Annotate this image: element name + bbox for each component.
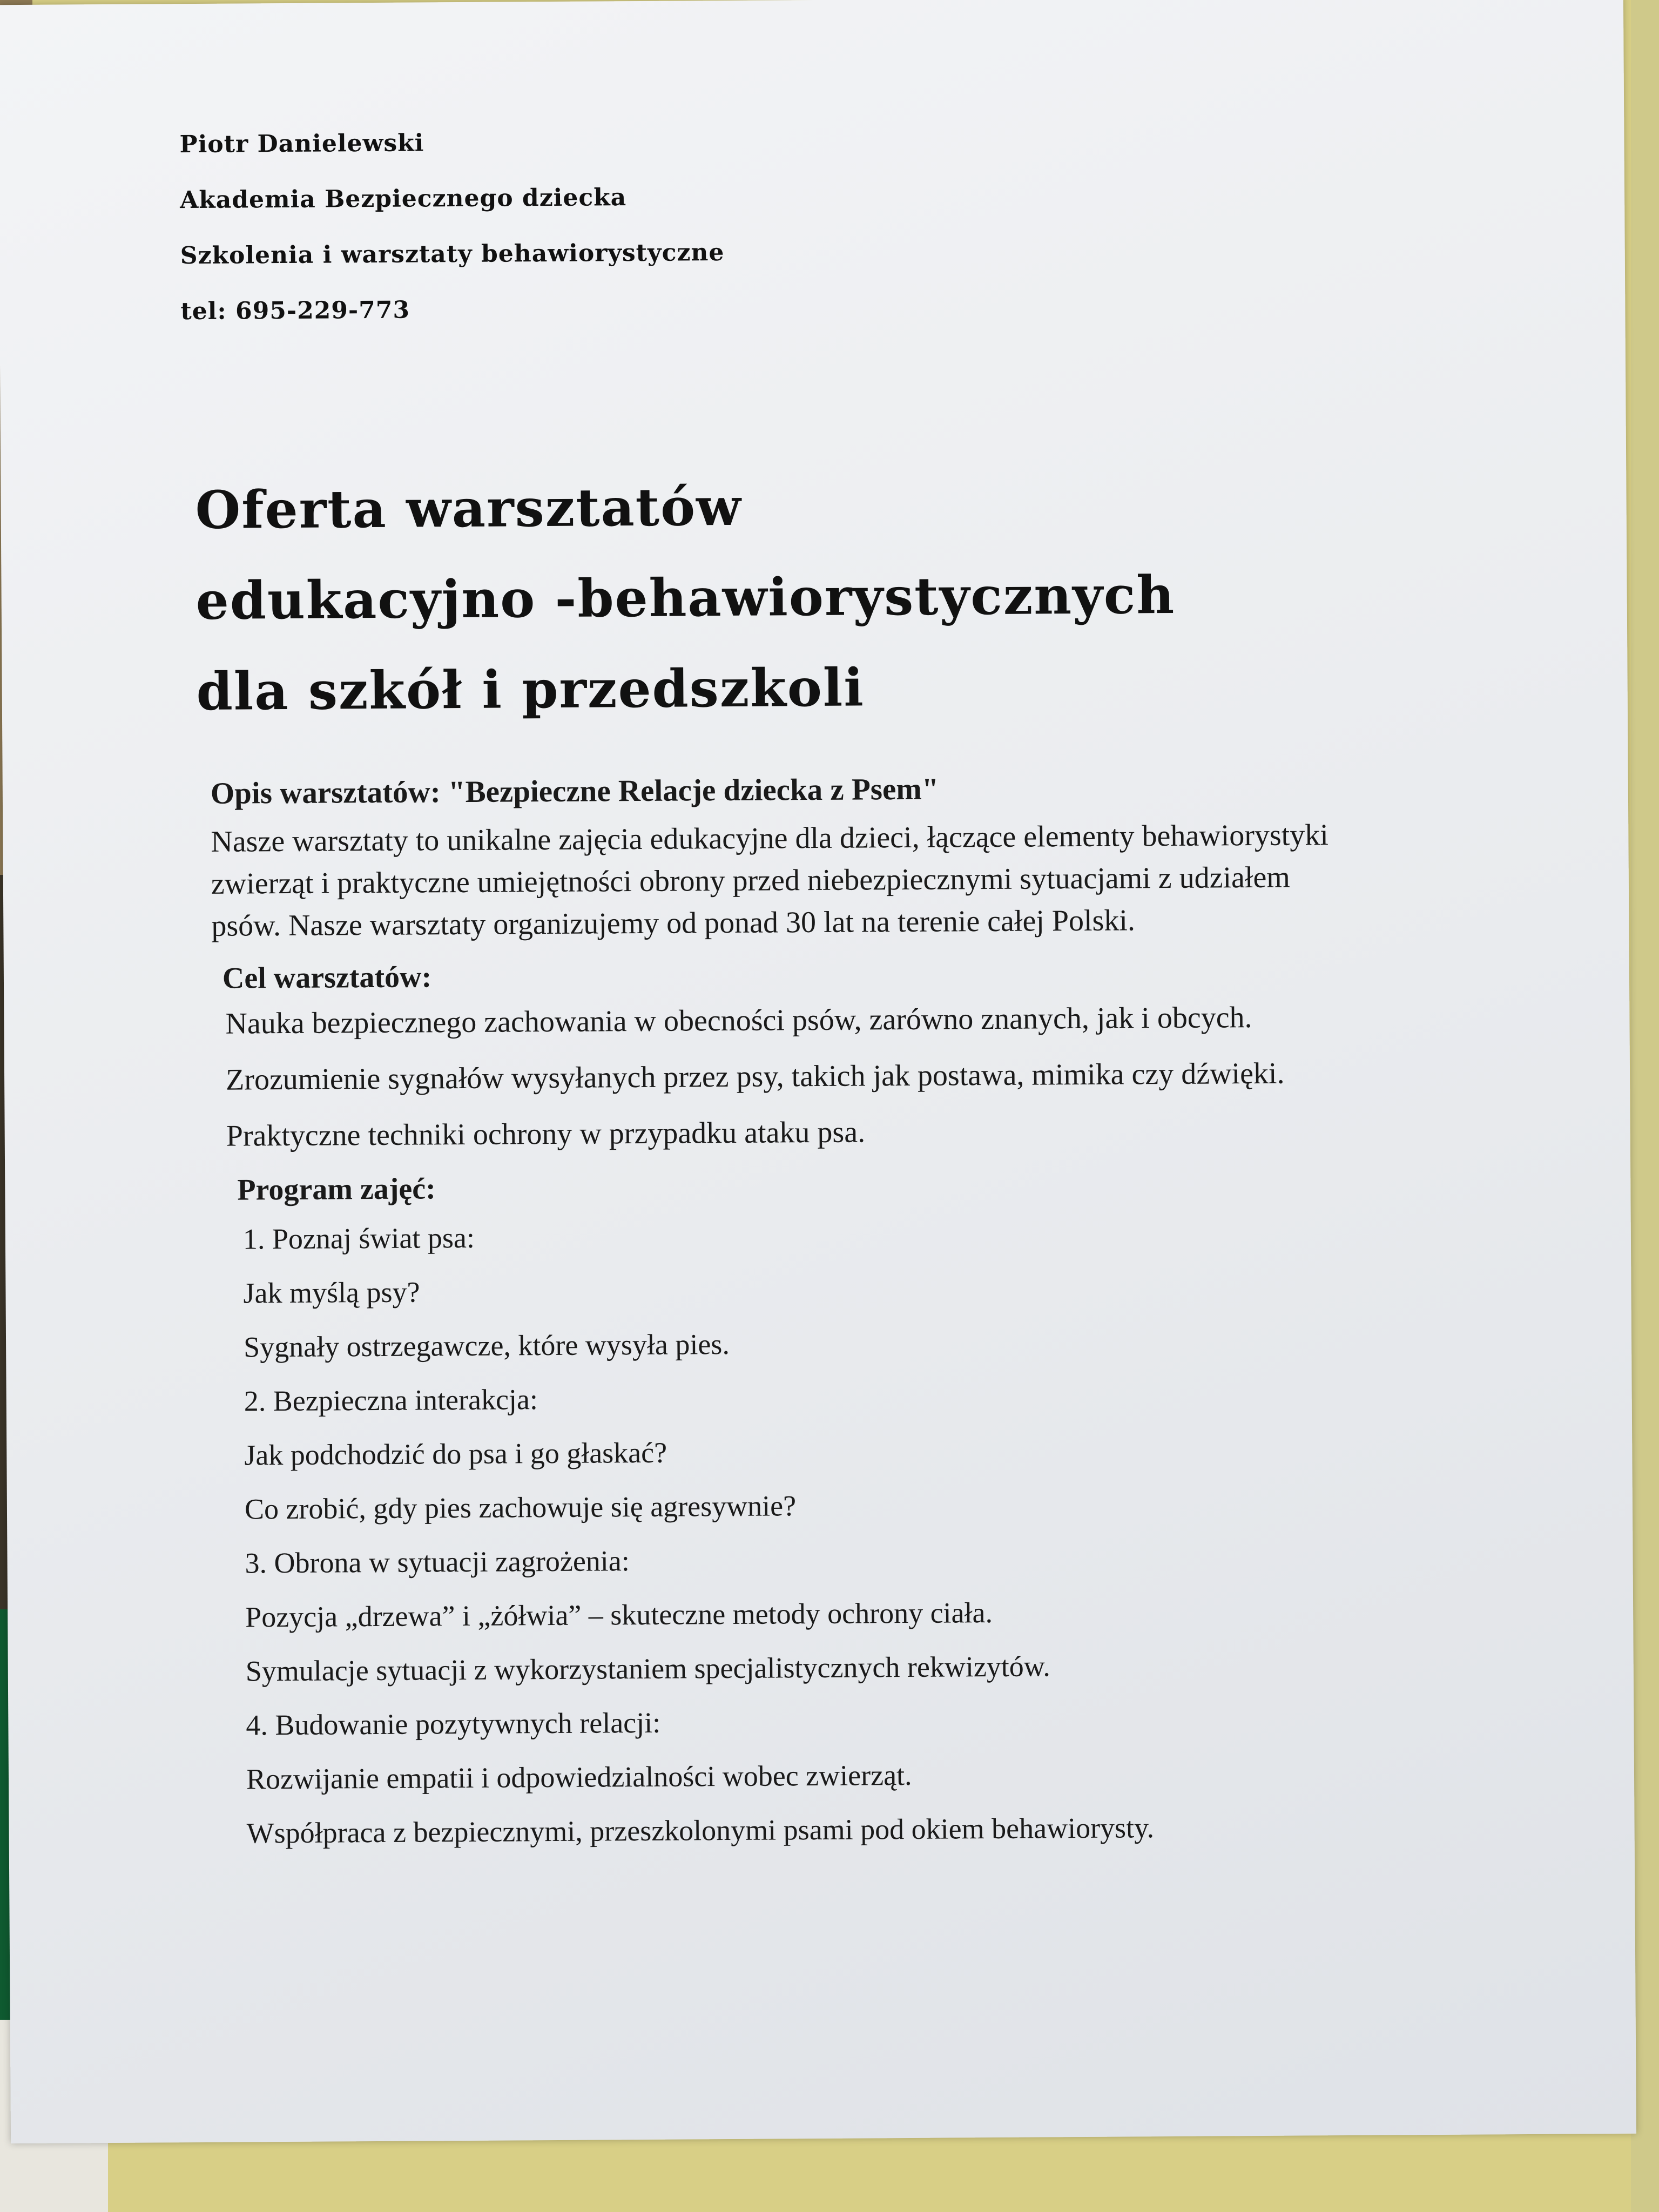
program-heading: Program zajęć: xyxy=(237,1172,436,1207)
organization-tagline: Szkolenia i warsztaty behawiorystyczne xyxy=(180,239,725,270)
section-item: Symulacje sytuacji z wykorzystaniem specjalistycznych rekwizytów. xyxy=(245,1650,1050,1688)
workshop-subtitle: Opis warsztatów: "Bezpieczne Relacje dziecka z Psem" xyxy=(210,772,939,811)
program-section xyxy=(246,1701,1459,1850)
organization-name: Akademia Bezpiecznego dziecka xyxy=(179,184,627,214)
section-item: Jak podchodzić do psa i go głaskać? xyxy=(244,1436,667,1472)
author-name: Piotr Danielewski xyxy=(179,129,424,159)
program-section xyxy=(245,1539,1458,1688)
goal-item: Praktyczne techniki ochrony w przypadku ataku psa. xyxy=(226,1115,866,1153)
intro-line: zwierząt i praktyczne umiejętności obrony przed niebezpiecznymi sytuacjami z udziałem xyxy=(211,860,1291,901)
section-item: Rozwijanie empatii i odpowiedzialności wobec zwierząt. xyxy=(246,1758,912,1796)
contact-header xyxy=(179,127,725,353)
goal-item: Nauka bezpiecznego zachowania w obecności psów, zarówno znanych, jak i obcych. xyxy=(225,1001,1252,1041)
section-heading: 4. Budowanie pozytywnych relacji: xyxy=(246,1706,661,1742)
goals-list xyxy=(225,999,1455,1154)
section-item: Co zrobić, gdy pies zachowuje się agresywnie? xyxy=(244,1489,797,1526)
phone-number: tel: 695-229-773 xyxy=(180,296,410,326)
section-item: Pozycja „drzewa” i „żółwia” – skuteczne metody ochrony ciała. xyxy=(245,1596,993,1634)
background-right-wall xyxy=(1631,0,1659,2212)
title-line: dla szkół i przedszkoli xyxy=(196,657,865,723)
intro-line: psów. Nasze warsztaty organizujemy od ponad 30 lat na terenie całej Polski. xyxy=(211,903,1136,943)
program-section xyxy=(243,1215,1456,1364)
program-section xyxy=(244,1377,1458,1526)
document-body xyxy=(211,768,1459,1871)
goal-item: Zrozumienie sygnałów wysyłanych przez psy, takich jak postawa, mimika czy dźwięki. xyxy=(225,1056,1285,1097)
section-heading: 3. Obrona w sytuacji zagrożenia: xyxy=(245,1545,630,1580)
goals-heading: Cel warsztatów: xyxy=(222,960,432,995)
section-item: Jak myślą psy? xyxy=(243,1276,420,1310)
intro-paragraph xyxy=(211,813,1453,947)
title-line: Oferta warsztatów xyxy=(195,476,743,541)
intro-line: Nasze warsztaty to unikalne zajęcia edukacyjne dla dzieci, łączące elementy behawiorystyki xyxy=(211,818,1328,859)
section-item: Współpraca z bezpiecznymi, przeszkolonymi psami pod okiem behawiorysty. xyxy=(246,1811,1155,1850)
title-line: edukacyjno -behawiorystycznych xyxy=(195,564,1176,632)
document-title xyxy=(195,478,1176,757)
section-item: Sygnały ostrzegawcze, które wysyła pies. xyxy=(243,1328,730,1364)
section-heading: 1. Poznaj świat psa: xyxy=(242,1221,475,1256)
section-heading: 2. Bezpieczna interakcja: xyxy=(244,1383,538,1418)
